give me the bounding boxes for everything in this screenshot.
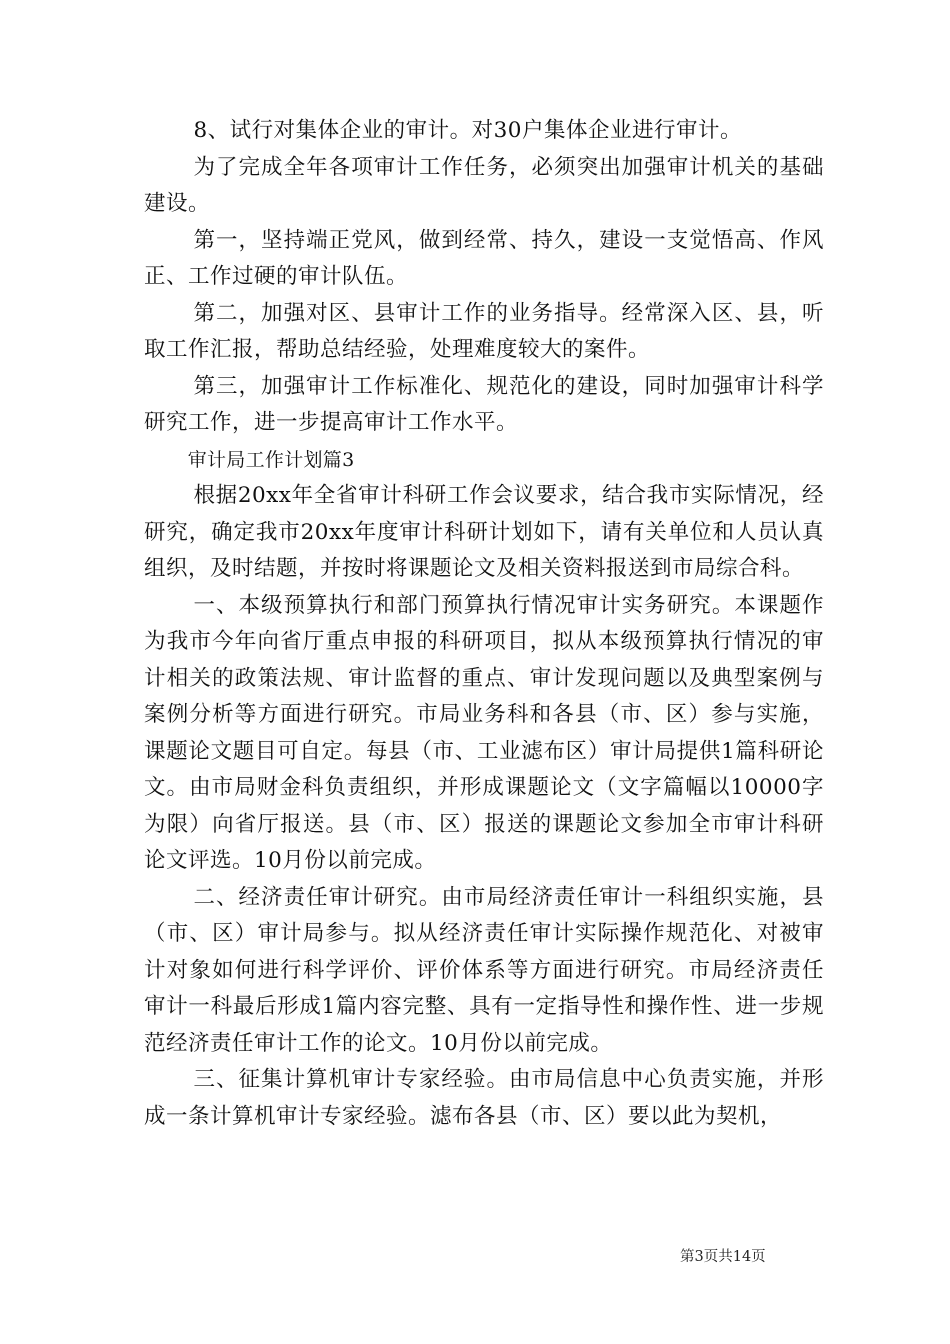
- paragraph-topic-two: 二、经济责任审计研究。由市局经济责任审计一科组织实施，县（市、区）审计局参与。拟从经济责任审计实际操作规范化、对被审计对象如何进行科学评价、评价体系等方面进行研究。市局经济责任审计一科最后形成1篇内容完整、具有一定指导性和操作性、进一步规范经济责任审计工作的论文。10月份以前完成。: [144, 884, 824, 1056]
- paragraph-topic-three: 三、征集计算机审计专家经验。由市局信息中心负责实施，并形成一条计算机审计专家经验。滤布各县（市、区）要以此为契机，: [144, 1067, 824, 1129]
- paragraph-basic-construction: 为了完成全年各项审计工作任务，必须突出加强审计机关的基础建设。: [144, 154, 824, 216]
- paragraph-third: 第三，加强审计工作标准化、规范化的建设，同时加强审计科学研究工作，进一步提高审计工作水平。: [144, 373, 824, 435]
- paragraph-second: 第二，加强对区、县审计工作的业务指导。经常深入区、县，听取工作汇报，帮助总结经验，处理难度较大的案件。: [144, 300, 824, 362]
- page-number: 第3页共14页: [680, 1249, 766, 1265]
- paragraph-intro: 根据20xx年全省审计科研工作会议要求，结合我市实际情况，经研究，确定我市20xx年度审计科研计划如下，请有关单位和人员认真组织，及时结题，并按时将课题论文及相关资料报送到市局综合科。: [144, 483, 824, 581]
- paragraph-item-8: 8、试行对集体企业的审计。对30户集体企业进行审计。: [193, 118, 742, 143]
- paragraph-first: 第一，坚持端正党风，做到经常、持久，建设一支觉悟高、作风正、工作过硬的审计队伍。: [144, 227, 824, 289]
- section-heading: 审计局工作计划篇3: [187, 448, 355, 471]
- document-body: [144, 113, 824, 1135]
- paragraph-topic-one: 一、本级预算执行和部门预算执行情况审计实务研究。本课题作为我市今年向省厅重点申报的科研项目，拟从本级预算执行情况的审计相关的政策法规、审计监督的重点、审计发现问题以及典型案例与案例分析等方面进行研究。市局业务科和各县（市、区）参与实施，课题论文题目可自定。每县（市、工业滤布区）审计局提供1篇科研论文。由市局财金科负责组织，并形成课题论文（文字篇幅以10000字为限）向省厅报送。县（市、区）报送的课题论文参加全市审计科研论文评选。10月份以前完成。: [144, 592, 824, 873]
